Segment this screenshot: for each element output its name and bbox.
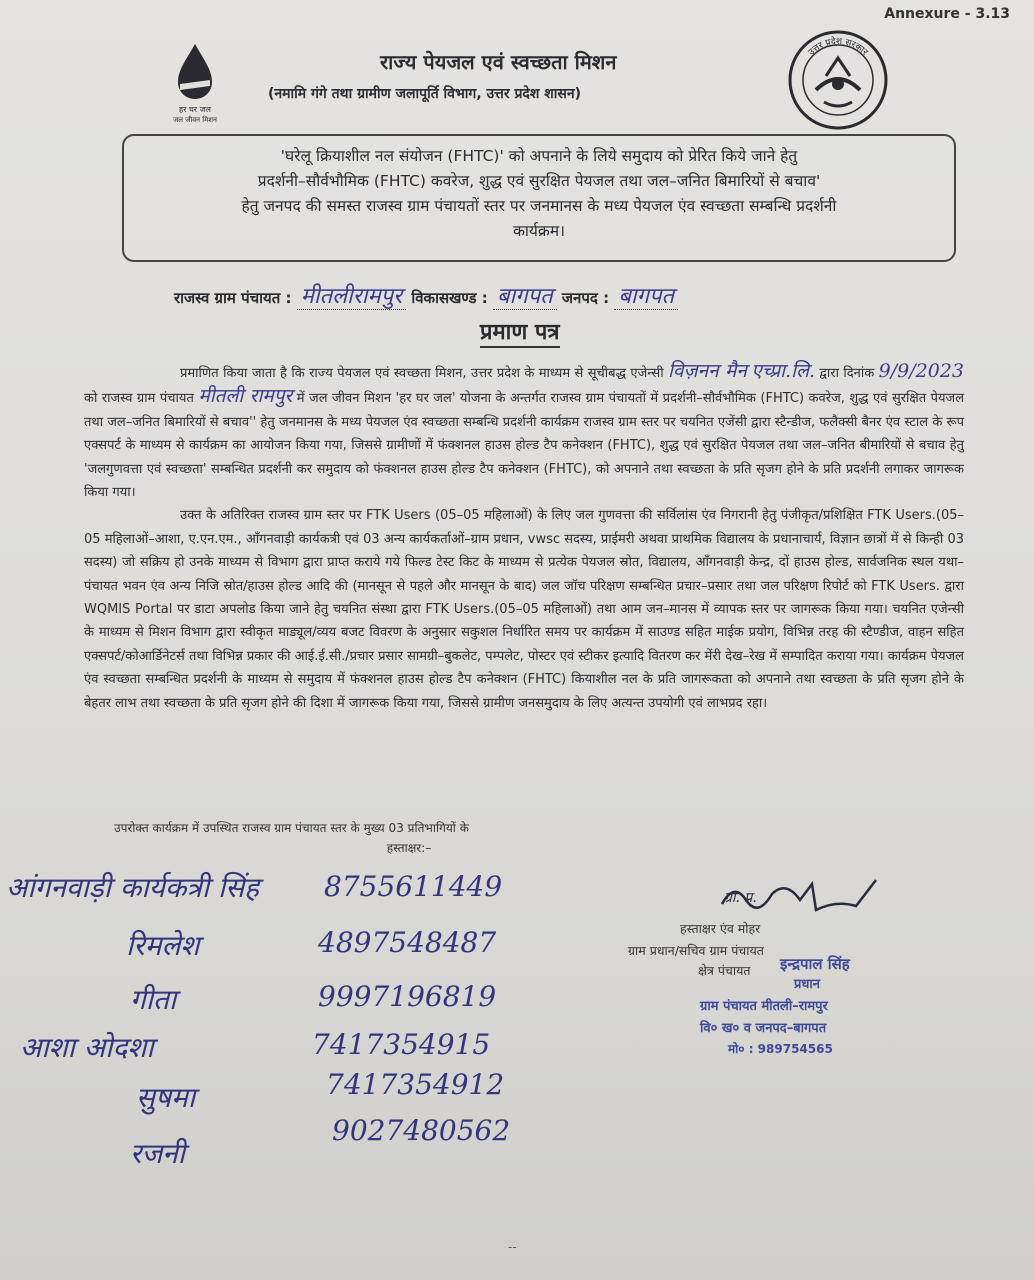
participant-name: सुषमा xyxy=(136,1081,196,1114)
location-fields xyxy=(174,280,678,310)
paragraph-1 xyxy=(84,360,964,504)
p1-part-b: द्वारा दिनांक xyxy=(819,366,875,381)
participant-name: गीता xyxy=(130,983,177,1016)
signature-mark: ग्रा. प्र. xyxy=(724,890,757,906)
har-ghar-jal-logo xyxy=(150,38,240,128)
logo-left-line1: हर घर जल xyxy=(179,105,211,114)
stamp-mobile: मो० : 989754565 xyxy=(728,1042,833,1056)
title-line-2: प्रदर्शनी–सौर्वभौमिक (FHTC) कवरेज, शुद्ध एवं सुरक्षित पेयजल तथा जल–जनित बिमारियों से बचाव' xyxy=(257,172,821,190)
sign-label-1: हस्ताक्षर एंव मोहर xyxy=(680,921,761,936)
footer-mark: -- xyxy=(508,1240,517,1254)
participant-name: रजनी xyxy=(130,1137,186,1170)
participant-phone: 9027480562 xyxy=(332,1114,511,1147)
participant-phone: 7417354912 xyxy=(326,1068,505,1101)
agency-suffix-handwritten: एच्प्रा.लि. xyxy=(751,360,815,382)
agency-name-handwritten: विज़नन मैन xyxy=(668,360,747,382)
district-label: जनपद : xyxy=(561,289,610,307)
title-line-3: हेतु जनपद की समस्त राजस्व ग्राम पंचायतों स्तर पर जनमानस के मध्य पेयजल एंव स्वच्छता सम्बन्धि प्रदर्शनी xyxy=(241,197,837,215)
participant-phone: 7417354915 xyxy=(312,1028,491,1061)
district-value: बागपत xyxy=(614,284,678,310)
participant-name: आंगनवाड़ी कार्यकत्री सिंह xyxy=(6,871,260,904)
date-handwritten: 9/9/2023 xyxy=(878,360,964,382)
village-handwritten: मीतली रामपुर xyxy=(198,385,293,408)
sign-label-3: क्षेत्र पंचायत xyxy=(698,963,751,978)
participant-name: आशा ओदशा xyxy=(20,1031,154,1064)
stamp-line-2: वि० ख० व जनपद–बागपत xyxy=(700,1021,827,1036)
certificate-title: प्रमाण पत्र xyxy=(480,316,560,348)
seal-text: उत्तर प्रदेश सरकार xyxy=(806,36,870,58)
p1-part-d: में जल जीवन मिशन 'हर घर जल' योजना के अन्तर्गत राजस्व ग्राम पंचायतों में प्रदर्शनी–सौर्वभौमिक (FHTC) कवरेज, शुद्ध एवं सुरक्षित पेयजल तथा जल–जनित बिमारियों से बचाव'' हेतु जनमानस के मध्य पेयजल एंव स्वच्छता सम्बन्धि प्रदर्शनी कार्यक्रम राजस्व ग्राम स्तर पर चयनित एजेंसी द्वारा स्टैन्डीज, फलैक्सी बैनर एंव स्टाल के रूप एक्सपर्ट के माध्यम से कार्यक्रम का आयोजन किया गया, जिससे ग्रामीणों में फंक्शनल हाउस होल्ड टैप कनेक्शन (FHTC), शुद्ध एवं सुरक्षित पेयजल तथा जल–जनित बीमारियों से बचाव हेतु 'जलगुणवत्ता एवं स्वच्छता' सम्बन्धित प्रदर्शनी कर समुदाय को फंक्शनल हाउस होल्ड टैप कनेक्शन (FHTC), को अपनाने तथा स्वच्छता के प्रति सृजग होने के प्रति प्रदर्शनी लगाकर जागरूक किया गया। xyxy=(84,391,965,501)
p1-part-a: प्रमाणित किया जाता है कि राज्य पेयजल एवं स्वच्छता मिशन, उत्तर प्रदेश के माध्यम से सूचीबद्ध एजेन्सी xyxy=(180,366,664,381)
annexure-label: Annexure - 3.13 xyxy=(884,6,1010,22)
stamp-title: प्रधान xyxy=(794,977,820,992)
paragraph-2: उक्त के अतिरिक्त राजस्व ग्राम स्तर पर FTK Users (05–05 महिलाओं) के लिए जल गुणवत्ता की सर्विलांस एंव निगरानी हेतु पंजीकृत/प्रशिक्षित FTK Users.(05–05 महिलाओं–आशा, ए.एन.एम., आँगनवाड़ी कार्यकत्री एवं 03 अन्य कार्यकर्ताओं–ग्राम प्रधान, vwsc सदस्य, प्राईमरी अथवा प्राथमिक विद्यालय के प्रधानाचार्य, विज्ञान छात्रों में से किन्ही 03 सदस्य) जो सक्रिय हो उनके माध्यम से विभाग द्वारा प्राप्त कराये गये फिल्ड टेस्ट किट के माध्यम से प्रत्येक पेयजल स्रोत, विद्यालय, आँगनवाड़ी केन्द्र, दों हाउस होल्ड, सार्वजनिक स्थल यथा–पंचायत भवन एंव अन्य निजि स्रोत/हाउस होल्ड आदि की (मानसून से पहले और मानसून के बाद) जल जॉच परिक्षण सम्बन्धित प्रचार–प्रसार तथा जल परिक्षण रिपोर्ट को FTK Users. द्वारा WQMIS Portal पर डाटा अपलोड किया जाने हेतु चयनित संस्था द्वारा FTK Users.(05–05 महिलाओं) तथा आम जन–मानस में व्यापक स्तर पर जागरूक किया गया। चयनित एजेन्सी के माध्यम से मिशन विभाग द्वारा स्वीकृत माड्यूल/व्यय बजट विवरण के अनुसार सकुशल निर्धारित समय पर कार्यक्रम में साउण्ड सहित माईक प्रयोग, विभिन्न तरह की स्टैण्डीज, वाहन सहित एक्सपर्ट/कोआर्डिनेटर्स तथा विभिन्न प्रकार की आई.ई.सी./प्रचार प्रसार सामग्री–बुकलेट, पम्पलेट, पोस्टर एवं स्टीकर इत्यादि वितरण कर मेंरी देख–रेख में सम्पादित कराया गया। कार्यक्रम पेयजल एंव स्वच्छता सम्बन्धित प्रदर्शनी के माध्यम से समुदाय में फंक्शनल हाउस होल्ड टैप कनेक्शन (FHTC) कियाशील नल के प्रति जागरूकता को अपनाने तथा स्वच्छता के प्रति सृजग होने के बेहतर लाभ तथा स्वच्छता के प्रति सृजग होने की दिशा में जागरूक किया गया, जिससे ग्रामीण जनसमुदाय के लिए अत्यन्त उपयोगी एवं लाभप्रद रहा। xyxy=(84,508,964,711)
title-line-1: 'घरेलू क्रियाशील नल संयोजन (FHTC)' को अपनाने के लिये समुदाय को प्रेरित किये जाने हेतु xyxy=(280,147,798,165)
water-drop-icon xyxy=(150,38,240,128)
participant-phone: 4897548487 xyxy=(318,926,497,959)
stamp-line-1: ग्राम पंचायत मीतली–रामपुर xyxy=(700,999,828,1014)
up-government-seal xyxy=(786,28,890,132)
stamp-name: इन्द्रपाल सिंह xyxy=(780,955,850,973)
block-value: बागपत xyxy=(493,284,557,310)
title-line-4: कार्यक्रम। xyxy=(513,222,565,240)
participant-name: रिमलेश xyxy=(126,929,200,962)
header-subtitle: (नमामि गंगे तथा ग्रामीण जलापूर्ति विभाग, उत्तर प्रदेश शासन) xyxy=(268,86,582,102)
note-line-1: उपरोक्त कार्यक्रम में उपस्थित राजस्व ग्राम पंचायत स्तर के मुख्य 03 प्रतिभागियों के xyxy=(114,821,469,835)
sign-label-2: ग्राम प्रधान/सचिव ग्राम पंचायत xyxy=(628,943,764,958)
participant-phone: 8755611449 xyxy=(324,870,503,903)
header-title: राज्य पेयजल एवं स्वच्छता मिशन xyxy=(380,50,617,74)
program-title-box xyxy=(122,134,956,262)
block-label: विकासखण्ड : xyxy=(411,289,488,307)
participant-phone: 9997196819 xyxy=(318,980,497,1013)
signature-scribble xyxy=(716,870,886,920)
p1-part-c: को राजस्व ग्राम पंचायत xyxy=(84,391,194,407)
participants-note xyxy=(114,818,584,858)
certificate-body xyxy=(84,360,964,715)
seal-icon xyxy=(786,28,890,132)
panchayat-value: मीतलीरामपुर xyxy=(297,284,406,310)
panchayat-label: राजस्व ग्राम पंचायत : xyxy=(174,289,292,307)
note-line-2: हस्ताक्षर:– xyxy=(386,841,432,855)
logo-left-line2: जल जीवन मिशन xyxy=(173,116,217,124)
